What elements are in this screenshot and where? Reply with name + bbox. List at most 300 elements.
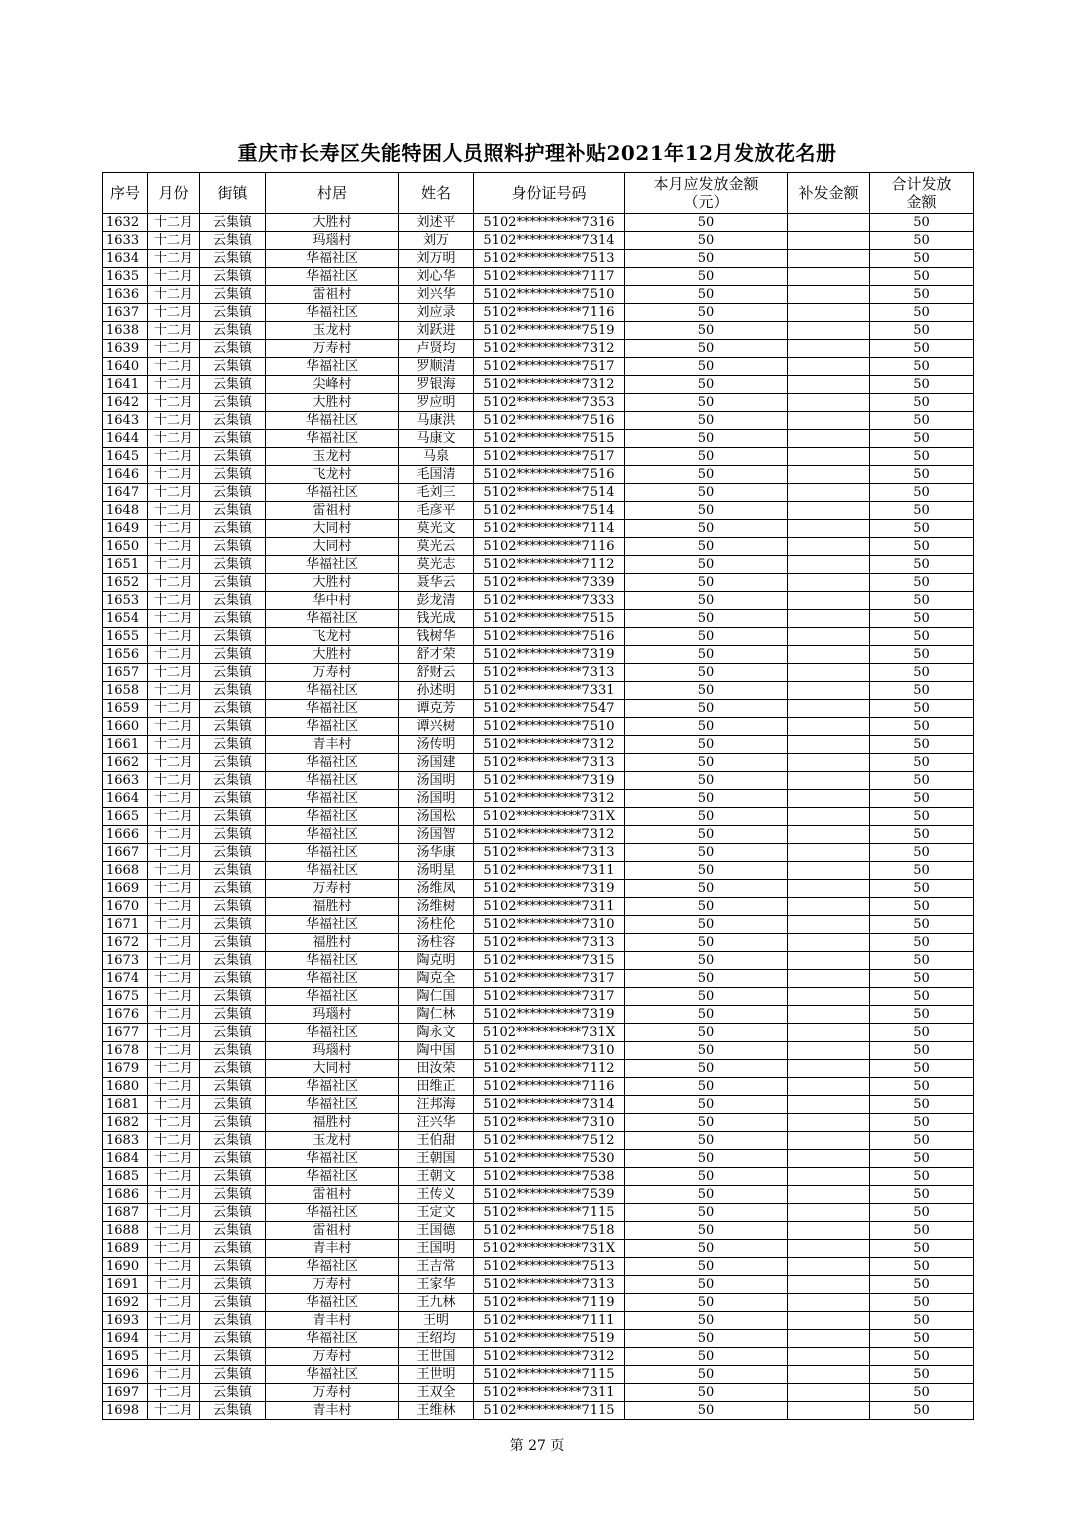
cell-supplement	[788, 1402, 870, 1420]
cell-supplement	[788, 592, 870, 610]
cell-name: 王国明	[399, 1240, 474, 1258]
cell-town: 云集镇	[200, 988, 266, 1006]
cell-village: 华福社区	[266, 952, 399, 970]
cell-id-number: 5102**********7115	[474, 1204, 625, 1222]
cell-id-number: 5102**********7516	[474, 628, 625, 646]
cell-month: 十二月	[148, 556, 200, 574]
cell-supplement	[788, 1276, 870, 1294]
cell-village: 华福社区	[266, 430, 399, 448]
cell-town: 云集镇	[200, 682, 266, 700]
cell-amount-due: 50	[625, 304, 788, 322]
cell-amount-due: 50	[625, 1384, 788, 1402]
cell-supplement	[788, 1168, 870, 1186]
cell-month: 十二月	[148, 700, 200, 718]
cell-amount-due: 50	[625, 556, 788, 574]
cell-name: 汤华康	[399, 844, 474, 862]
cell-month: 十二月	[148, 1258, 200, 1276]
cell-amount-due: 50	[625, 1006, 788, 1024]
cell-supplement	[788, 1258, 870, 1276]
cell-total: 50	[870, 1258, 974, 1276]
cell-id-number: 5102**********7516	[474, 466, 625, 484]
cell-village: 万寿村	[266, 664, 399, 682]
cell-name: 汤柱容	[399, 934, 474, 952]
cell-supplement	[788, 1366, 870, 1384]
table-row	[103, 1384, 974, 1402]
cell-id-number: 5102**********7116	[474, 304, 625, 322]
header-amount-due	[625, 173, 788, 214]
cell-seq: 1646	[103, 466, 148, 484]
cell-total: 50	[870, 376, 974, 394]
cell-village: 华福社区	[266, 1150, 399, 1168]
cell-id-number: 5102**********731X	[474, 1240, 625, 1258]
cell-month: 十二月	[148, 1312, 200, 1330]
cell-id-number: 5102**********7339	[474, 574, 625, 592]
cell-total: 50	[870, 1132, 974, 1150]
cell-town: 云集镇	[200, 268, 266, 286]
cell-amount-due: 50	[625, 826, 788, 844]
cell-supplement	[788, 664, 870, 682]
cell-total: 50	[870, 1330, 974, 1348]
cell-amount-due: 50	[625, 808, 788, 826]
cell-supplement	[788, 1060, 870, 1078]
cell-name: 王国德	[399, 1222, 474, 1240]
cell-supplement	[788, 772, 870, 790]
cell-village: 华福社区	[266, 412, 399, 430]
cell-town: 云集镇	[200, 736, 266, 754]
cell-amount-due: 50	[625, 1132, 788, 1150]
table-row	[103, 1294, 974, 1312]
cell-total: 50	[870, 592, 974, 610]
cell-total: 50	[870, 988, 974, 1006]
cell-name: 汤传明	[399, 736, 474, 754]
cell-town: 云集镇	[200, 232, 266, 250]
cell-name: 莫光文	[399, 520, 474, 538]
cell-village: 大同村	[266, 1060, 399, 1078]
cell-month: 十二月	[148, 1132, 200, 1150]
cell-seq: 1690	[103, 1258, 148, 1276]
cell-supplement	[788, 322, 870, 340]
cell-supplement	[788, 502, 870, 520]
cell-id-number: 5102**********7312	[474, 790, 625, 808]
cell-town: 云集镇	[200, 538, 266, 556]
cell-id-number: 5102**********7119	[474, 1294, 625, 1312]
table-body	[103, 214, 974, 1420]
cell-town: 云集镇	[200, 1132, 266, 1150]
table-row	[103, 862, 974, 880]
cell-amount-due: 50	[625, 484, 788, 502]
cell-id-number: 5102**********7312	[474, 826, 625, 844]
cell-name: 王传义	[399, 1186, 474, 1204]
cell-seq: 1698	[103, 1402, 148, 1420]
cell-seq: 1644	[103, 430, 148, 448]
cell-name: 汤柱伦	[399, 916, 474, 934]
cell-seq: 1640	[103, 358, 148, 376]
cell-village: 华福社区	[266, 358, 399, 376]
cell-amount-due: 50	[625, 934, 788, 952]
cell-month: 十二月	[148, 610, 200, 628]
header-total	[870, 173, 974, 214]
table-row	[103, 754, 974, 772]
cell-id-number: 5102**********7547	[474, 700, 625, 718]
cell-total: 50	[870, 700, 974, 718]
cell-village: 万寿村	[266, 340, 399, 358]
cell-name: 王九林	[399, 1294, 474, 1312]
cell-supplement	[788, 574, 870, 592]
cell-amount-due: 50	[625, 916, 788, 934]
cell-supplement	[788, 646, 870, 664]
cell-seq: 1685	[103, 1168, 148, 1186]
cell-month: 十二月	[148, 466, 200, 484]
cell-name: 汤明星	[399, 862, 474, 880]
cell-total: 50	[870, 1078, 974, 1096]
cell-supplement	[788, 304, 870, 322]
cell-month: 十二月	[148, 664, 200, 682]
cell-id-number: 5102**********7512	[474, 1132, 625, 1150]
table-row	[103, 1312, 974, 1330]
cell-supplement	[788, 466, 870, 484]
cell-name: 毛国清	[399, 466, 474, 484]
cell-amount-due: 50	[625, 898, 788, 916]
cell-id-number: 5102**********7510	[474, 286, 625, 304]
table-row	[103, 736, 974, 754]
cell-amount-due: 50	[625, 772, 788, 790]
cell-name: 毛彦平	[399, 502, 474, 520]
cell-town: 云集镇	[200, 340, 266, 358]
cell-village: 青丰村	[266, 1312, 399, 1330]
cell-name: 汪兴华	[399, 1114, 474, 1132]
table-row	[103, 1348, 974, 1366]
cell-village: 青丰村	[266, 736, 399, 754]
cell-supplement	[788, 1240, 870, 1258]
cell-town: 云集镇	[200, 1042, 266, 1060]
cell-village: 福胜村	[266, 934, 399, 952]
cell-town: 云集镇	[200, 952, 266, 970]
cell-village: 华福社区	[266, 790, 399, 808]
cell-village: 华福社区	[266, 826, 399, 844]
cell-supplement	[788, 538, 870, 556]
cell-name: 汤国明	[399, 790, 474, 808]
cell-id-number: 5102**********7313	[474, 844, 625, 862]
cell-amount-due: 50	[625, 700, 788, 718]
cell-village: 华福社区	[266, 304, 399, 322]
cell-month: 十二月	[148, 880, 200, 898]
cell-total: 50	[870, 1096, 974, 1114]
cell-month: 十二月	[148, 1114, 200, 1132]
cell-month: 十二月	[148, 718, 200, 736]
cell-amount-due: 50	[625, 1222, 788, 1240]
cell-month: 十二月	[148, 808, 200, 826]
cell-month: 十二月	[148, 682, 200, 700]
header-supplement: 补发金额	[788, 173, 870, 214]
cell-total: 50	[870, 214, 974, 232]
cell-village: 华福社区	[266, 808, 399, 826]
cell-id-number: 5102**********7514	[474, 502, 625, 520]
cell-amount-due: 50	[625, 1276, 788, 1294]
cell-seq: 1676	[103, 1006, 148, 1024]
cell-village: 玉龙村	[266, 448, 399, 466]
header-village: 村居	[266, 173, 399, 214]
cell-total: 50	[870, 1348, 974, 1366]
cell-id-number: 5102**********7310	[474, 916, 625, 934]
cell-village: 大同村	[266, 538, 399, 556]
cell-town: 云集镇	[200, 916, 266, 934]
cell-seq: 1672	[103, 934, 148, 952]
cell-id-number: 5102**********7538	[474, 1168, 625, 1186]
cell-month: 十二月	[148, 790, 200, 808]
cell-village: 华福社区	[266, 862, 399, 880]
cell-seq: 1666	[103, 826, 148, 844]
cell-total: 50	[870, 1186, 974, 1204]
cell-amount-due: 50	[625, 1312, 788, 1330]
cell-village: 福胜村	[266, 898, 399, 916]
cell-supplement	[788, 1096, 870, 1114]
cell-id-number: 5102**********7515	[474, 610, 625, 628]
cell-id-number: 5102**********7312	[474, 340, 625, 358]
cell-id-number: 5102**********7312	[474, 1348, 625, 1366]
cell-village: 玉龙村	[266, 1132, 399, 1150]
cell-month: 十二月	[148, 340, 200, 358]
cell-town: 云集镇	[200, 1240, 266, 1258]
cell-month: 十二月	[148, 1348, 200, 1366]
cell-month: 十二月	[148, 1384, 200, 1402]
cell-amount-due: 50	[625, 376, 788, 394]
cell-village: 万寿村	[266, 1276, 399, 1294]
table-row	[103, 322, 974, 340]
cell-total: 50	[870, 844, 974, 862]
cell-name: 汤国松	[399, 808, 474, 826]
cell-supplement	[788, 934, 870, 952]
cell-supplement	[788, 790, 870, 808]
cell-name: 王家华	[399, 1276, 474, 1294]
cell-name: 舒才荣	[399, 646, 474, 664]
cell-town: 云集镇	[200, 970, 266, 988]
cell-total: 50	[870, 574, 974, 592]
cell-seq: 1639	[103, 340, 148, 358]
cell-seq: 1697	[103, 1384, 148, 1402]
cell-name: 谭克芳	[399, 700, 474, 718]
cell-total: 50	[870, 358, 974, 376]
table-row	[103, 250, 974, 268]
cell-town: 云集镇	[200, 1150, 266, 1168]
cell-id-number: 5102**********7313	[474, 664, 625, 682]
cell-amount-due: 50	[625, 286, 788, 304]
table-row	[103, 808, 974, 826]
cell-town: 云集镇	[200, 412, 266, 430]
cell-village: 青丰村	[266, 1402, 399, 1420]
table-row	[103, 214, 974, 232]
cell-seq: 1663	[103, 772, 148, 790]
cell-amount-due: 50	[625, 628, 788, 646]
cell-village: 华福社区	[266, 250, 399, 268]
table-row	[103, 1186, 974, 1204]
header-row	[103, 173, 974, 214]
table-row	[103, 790, 974, 808]
cell-seq: 1667	[103, 844, 148, 862]
cell-total: 50	[870, 304, 974, 322]
cell-amount-due: 50	[625, 754, 788, 772]
cell-supplement	[788, 754, 870, 772]
cell-town: 云集镇	[200, 1204, 266, 1222]
cell-month: 十二月	[148, 412, 200, 430]
cell-month: 十二月	[148, 214, 200, 232]
cell-amount-due: 50	[625, 520, 788, 538]
cell-supplement	[788, 736, 870, 754]
table-row	[103, 1168, 974, 1186]
cell-month: 十二月	[148, 970, 200, 988]
cell-total: 50	[870, 1168, 974, 1186]
cell-total: 50	[870, 1006, 974, 1024]
cell-seq: 1684	[103, 1150, 148, 1168]
cell-total: 50	[870, 1276, 974, 1294]
header-town: 街镇	[200, 173, 266, 214]
cell-seq: 1649	[103, 520, 148, 538]
cell-name: 王绍均	[399, 1330, 474, 1348]
cell-seq: 1637	[103, 304, 148, 322]
cell-month: 十二月	[148, 358, 200, 376]
cell-supplement	[788, 1330, 870, 1348]
cell-amount-due: 50	[625, 1402, 788, 1420]
cell-village: 华福社区	[266, 916, 399, 934]
cell-supplement	[788, 988, 870, 1006]
cell-id-number: 5102**********7111	[474, 1312, 625, 1330]
cell-supplement	[788, 340, 870, 358]
cell-month: 十二月	[148, 268, 200, 286]
cell-village: 飞龙村	[266, 466, 399, 484]
cell-town: 云集镇	[200, 1114, 266, 1132]
cell-seq: 1660	[103, 718, 148, 736]
cell-town: 云集镇	[200, 1024, 266, 1042]
header-month: 月份	[148, 173, 200, 214]
cell-id-number: 5102**********7353	[474, 394, 625, 412]
table-row	[103, 988, 974, 1006]
table-row	[103, 1330, 974, 1348]
table-row	[103, 520, 974, 538]
cell-supplement	[788, 1006, 870, 1024]
cell-town: 云集镇	[200, 808, 266, 826]
cell-month: 十二月	[148, 304, 200, 322]
table-row	[103, 574, 974, 592]
cell-month: 十二月	[148, 826, 200, 844]
cell-seq: 1659	[103, 700, 148, 718]
cell-village: 华福社区	[266, 1366, 399, 1384]
cell-town: 云集镇	[200, 1096, 266, 1114]
table-row	[103, 934, 974, 952]
cell-month: 十二月	[148, 1042, 200, 1060]
cell-amount-due: 50	[625, 1186, 788, 1204]
cell-amount-due: 50	[625, 574, 788, 592]
cell-amount-due: 50	[625, 646, 788, 664]
cell-name: 谭兴树	[399, 718, 474, 736]
cell-name: 莫光志	[399, 556, 474, 574]
cell-name: 罗应明	[399, 394, 474, 412]
table-row	[103, 412, 974, 430]
page-number: 第 27 页	[509, 1438, 565, 1454]
cell-village: 华福社区	[266, 1204, 399, 1222]
cell-town: 云集镇	[200, 1312, 266, 1330]
table-row	[103, 430, 974, 448]
cell-amount-due: 50	[625, 592, 788, 610]
cell-seq: 1650	[103, 538, 148, 556]
cell-name: 王世明	[399, 1366, 474, 1384]
table-row	[103, 1366, 974, 1384]
cell-id-number: 5102**********7517	[474, 358, 625, 376]
cell-id-number: 5102**********7315	[474, 952, 625, 970]
table-row	[103, 700, 974, 718]
cell-name: 田维正	[399, 1078, 474, 1096]
cell-total: 50	[870, 1150, 974, 1168]
cell-name: 汤维树	[399, 898, 474, 916]
cell-amount-due: 50	[625, 1042, 788, 1060]
cell-name: 陶克全	[399, 970, 474, 988]
cell-village: 大胜村	[266, 394, 399, 412]
cell-id-number: 5102**********7310	[474, 1042, 625, 1060]
cell-seq: 1689	[103, 1240, 148, 1258]
cell-supplement	[788, 610, 870, 628]
cell-amount-due: 50	[625, 952, 788, 970]
cell-name: 王世国	[399, 1348, 474, 1366]
table-row	[103, 1078, 974, 1096]
cell-name: 王伯甜	[399, 1132, 474, 1150]
cell-total: 50	[870, 466, 974, 484]
cell-id-number: 5102**********7319	[474, 772, 625, 790]
cell-total: 50	[870, 322, 974, 340]
cell-name: 刘应录	[399, 304, 474, 322]
cell-supplement	[788, 826, 870, 844]
cell-name: 刘跃进	[399, 322, 474, 340]
roster-table	[102, 172, 974, 1420]
cell-id-number: 5102**********7313	[474, 934, 625, 952]
cell-id-number: 5102**********7112	[474, 556, 625, 574]
cell-amount-due: 50	[625, 1024, 788, 1042]
cell-town: 云集镇	[200, 592, 266, 610]
cell-seq: 1692	[103, 1294, 148, 1312]
cell-village: 万寿村	[266, 880, 399, 898]
table-row	[103, 718, 974, 736]
cell-month: 十二月	[148, 322, 200, 340]
cell-village: 华福社区	[266, 988, 399, 1006]
cell-supplement	[788, 1042, 870, 1060]
cell-name: 钱树华	[399, 628, 474, 646]
cell-seq: 1696	[103, 1366, 148, 1384]
cell-town: 云集镇	[200, 844, 266, 862]
cell-id-number: 5102**********7115	[474, 1402, 625, 1420]
cell-month: 十二月	[148, 574, 200, 592]
cell-month: 十二月	[148, 1276, 200, 1294]
cell-town: 云集镇	[200, 1330, 266, 1348]
cell-town: 云集镇	[200, 1276, 266, 1294]
table-row	[103, 232, 974, 250]
cell-supplement	[788, 952, 870, 970]
cell-town: 云集镇	[200, 376, 266, 394]
cell-id-number: 5102**********7316	[474, 214, 625, 232]
cell-id-number: 5102**********7331	[474, 682, 625, 700]
cell-seq: 1687	[103, 1204, 148, 1222]
table-row	[103, 484, 974, 502]
cell-amount-due: 50	[625, 736, 788, 754]
cell-supplement	[788, 916, 870, 934]
cell-amount-due: 50	[625, 718, 788, 736]
cell-month: 十二月	[148, 484, 200, 502]
cell-seq: 1668	[103, 862, 148, 880]
cell-month: 十二月	[148, 502, 200, 520]
cell-id-number: 5102**********7539	[474, 1186, 625, 1204]
cell-supplement	[788, 250, 870, 268]
cell-name: 莫光云	[399, 538, 474, 556]
cell-seq: 1645	[103, 448, 148, 466]
cell-total: 50	[870, 952, 974, 970]
cell-supplement	[788, 1384, 870, 1402]
cell-town: 云集镇	[200, 1060, 266, 1078]
